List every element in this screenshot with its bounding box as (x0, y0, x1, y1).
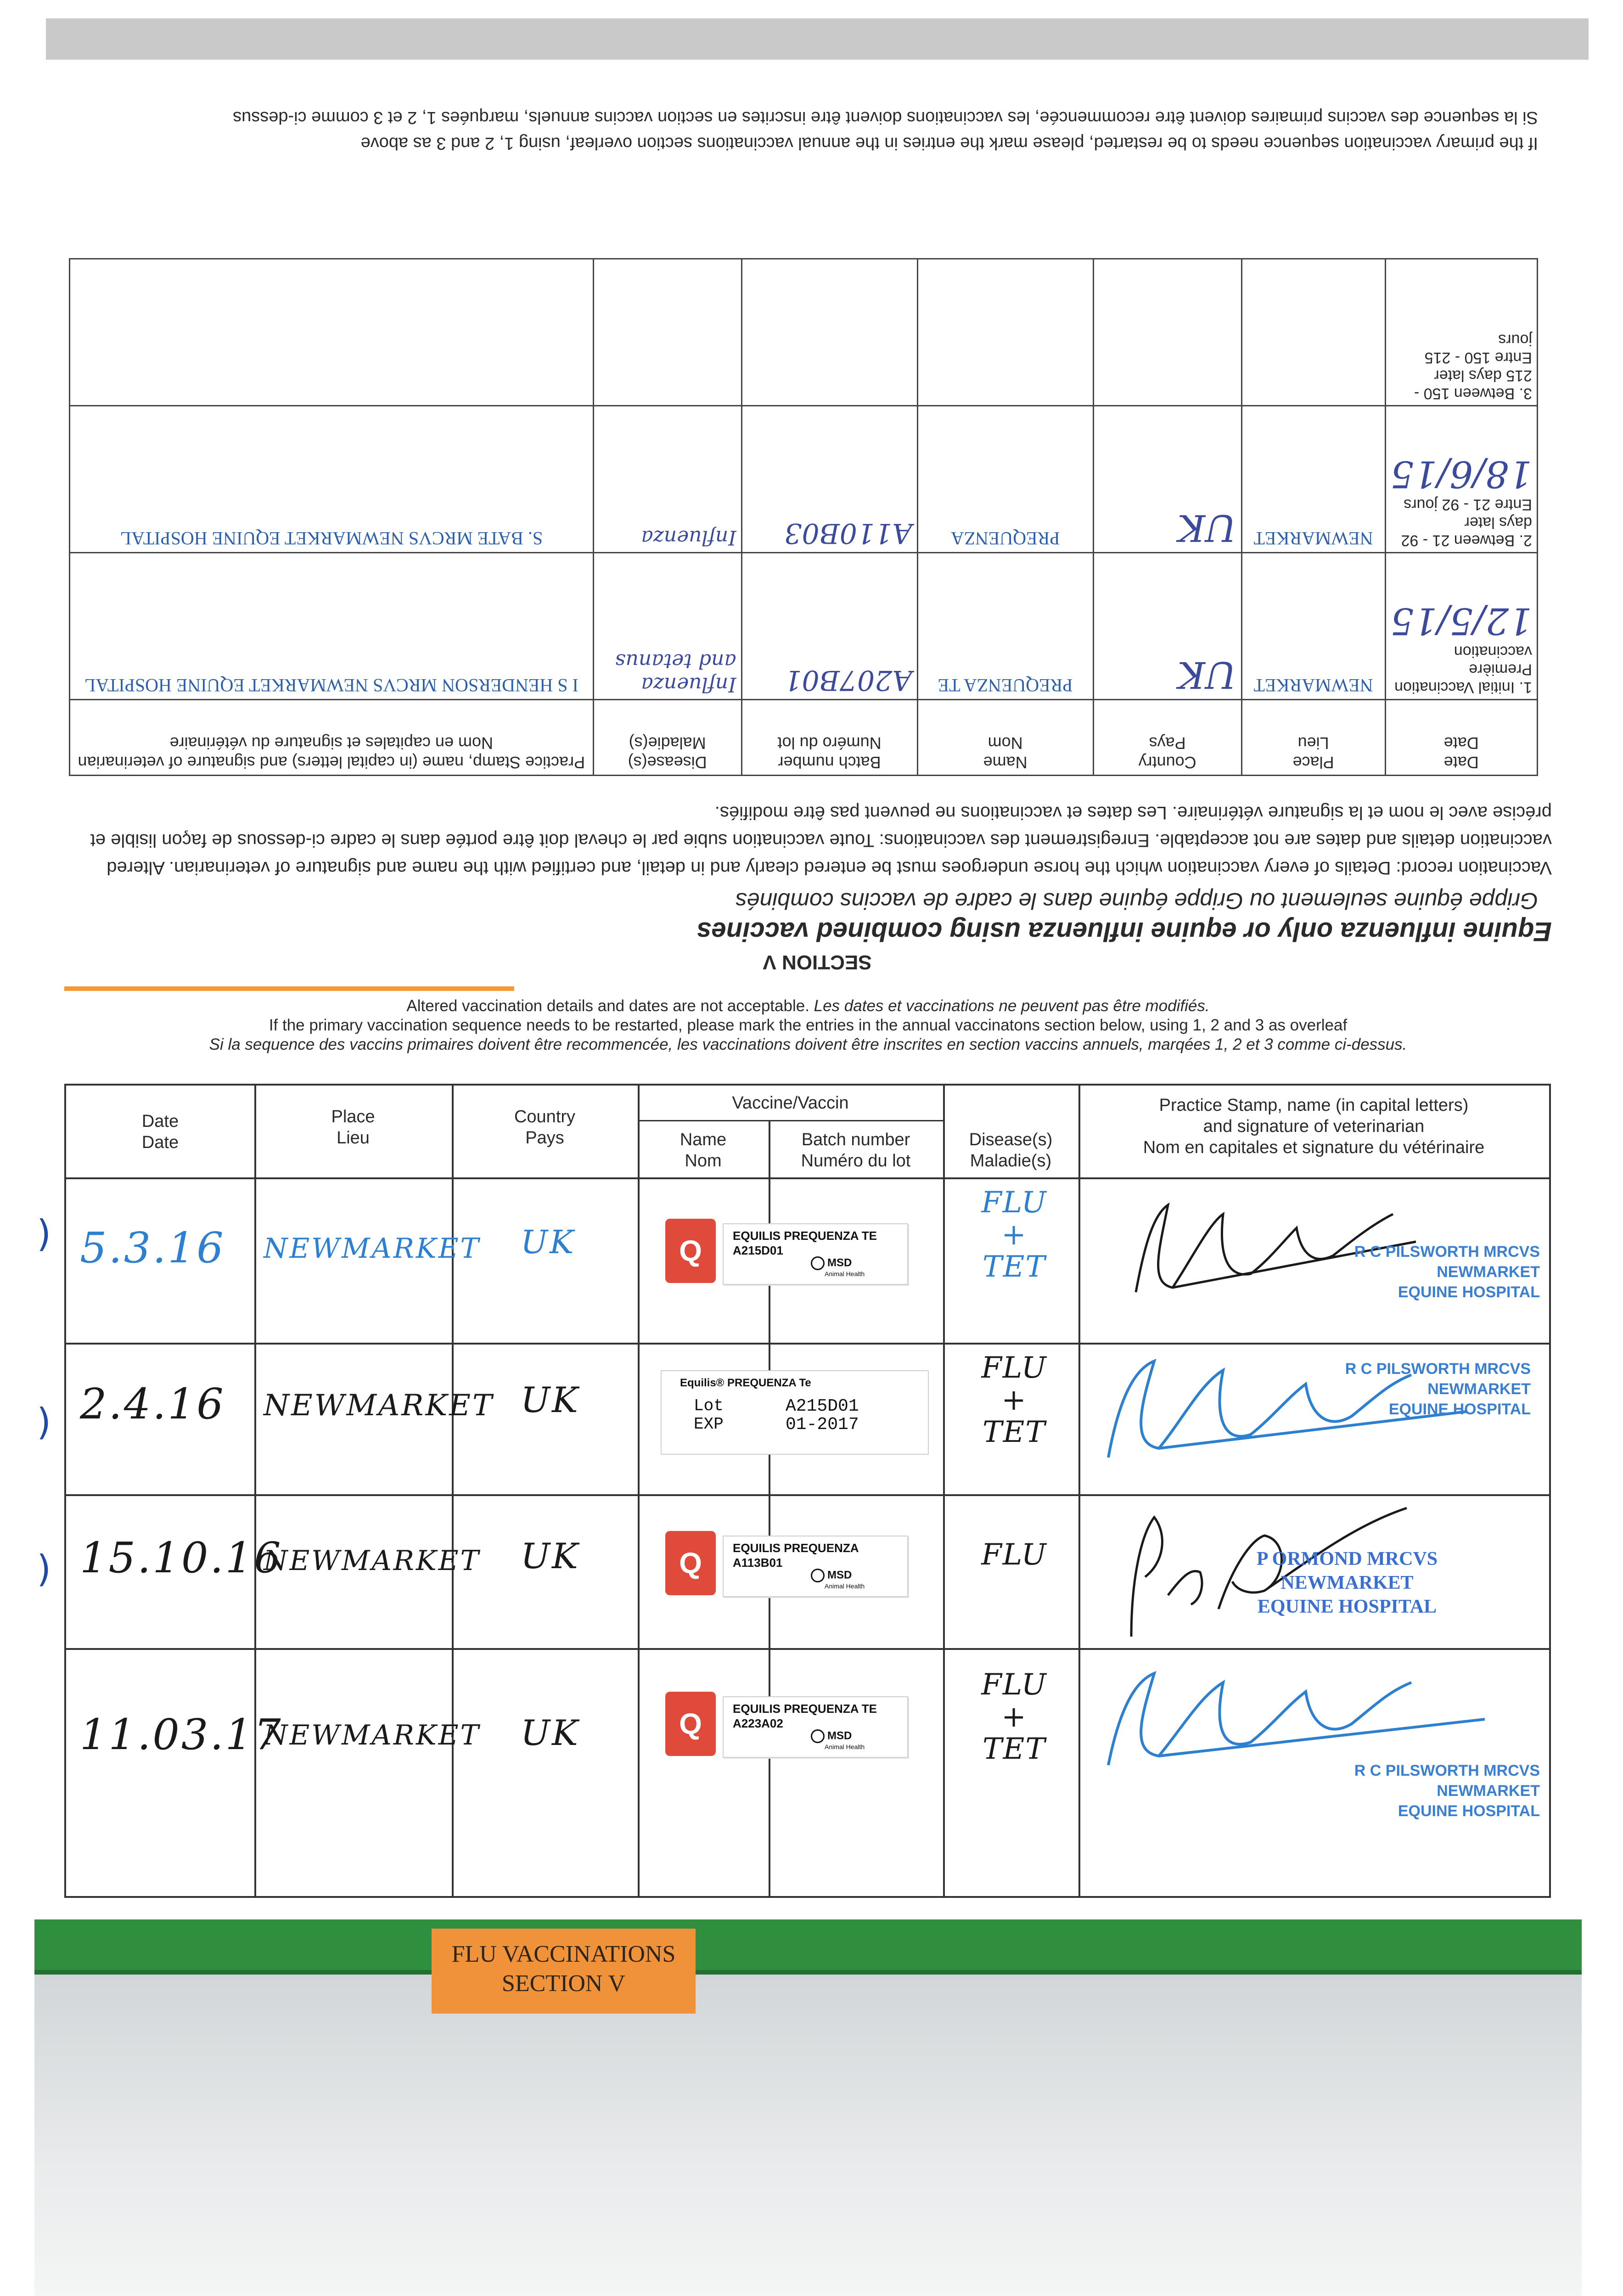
upper-title-en: Equine influenza only or equine influenza using combined vaccines (696, 917, 1552, 946)
col-divider (943, 1086, 945, 1896)
vaccine-subheader-line (638, 1120, 943, 1121)
header-disease: Disease(s) Maladie(s) (969, 1130, 1053, 1171)
upper-record-text: Vaccination record: Details of every vaccination which the horse undergoes must be entered clearly and in detail, and certified with the name and signature of veterinarian. Altered vaccination details and dates are not acceptable. Enregistrement des vaccinations: Toute vaccination subie par le cheval doit être portée dans le cadre ci-dessous de façon lisible et précise avec le nom et la signature vétérinaire. Les dates et vaccinations ne peuvent pas être modifiés. (90, 803, 1552, 878)
upper-row-place: NEWMARKET (1241, 406, 1385, 553)
upper-row-2 (70, 406, 1538, 553)
upper-header-disease: Disease(s) Maladie(s) (593, 700, 741, 776)
row1-vaccine-label (723, 1223, 908, 1285)
row1-date: 5.3.16 (80, 1223, 225, 1272)
header-place: Place Lieu (331, 1107, 375, 1148)
upper-heading (83, 888, 1552, 974)
row3-label-product: EQUILIS PREQUENZA (733, 1541, 859, 1555)
row2-label-product: Equilis® PREQUENZA Te (680, 1377, 811, 1389)
upper-page-content (46, 60, 1589, 992)
section-box-line2: SECTION V (501, 1970, 626, 1997)
upper-row-1 (70, 553, 1538, 700)
col-divider (638, 1086, 640, 1896)
row3-label-batch: A113B01 (733, 1556, 783, 1570)
row4-place: NEWMARKET (264, 1719, 481, 1751)
top-grey-band (46, 18, 1589, 60)
row4-country: UK (521, 1712, 580, 1753)
upper-page-rotated (46, 60, 1589, 992)
row2-place: NEWMARKET (264, 1389, 494, 1423)
upper-row-disease: Influenza (593, 406, 741, 553)
row3-place: NEWMARKET (264, 1545, 481, 1577)
row2-lot-value: A215D01 (786, 1396, 859, 1416)
binder-mark-icon: ) (37, 1212, 51, 1255)
row2-lot-label: Lot (694, 1396, 724, 1415)
upper-footer: If the primary vaccination sequence needs to be restarted, please mark the entries in the annual vaccinations section overleaf, using 1, 2 and 3 as above Si la sequence des vaccins primaires doivent être recommencée, les vaccinations doivent être inscrites en section vaccins annuels, marquées 1, 2 et 3 comme ci-dessus (233, 108, 1538, 153)
row3-stamp: P ORMOND MRCVS NEWMARKET EQUINE HOSPITAL (1256, 1548, 1438, 1617)
upper-header-stamp: Practice Stamp, name (in capital letters) and signature of veterinarian Nom en capitales et signature du vétérinaire (70, 700, 594, 776)
col-divider (1078, 1086, 1080, 1896)
upper-section-title: SECTION V (763, 951, 872, 974)
upper-row-country: UK (1093, 553, 1241, 700)
upper-row-country: UK (1093, 406, 1241, 553)
col-divider (452, 1086, 454, 1896)
notes-block (64, 996, 1552, 1054)
row1-disease: FLU + TET (981, 1186, 1047, 1284)
upper-row-batch (741, 259, 917, 406)
row3-country: UK (521, 1536, 580, 1576)
q-logo-icon: Q (665, 1692, 716, 1756)
upper-row-date: 1. Initial Vaccination Première vaccination 12/5/15 (1385, 553, 1537, 700)
row2-date: 2.4.16 (80, 1379, 225, 1429)
row4-disease: FLU + TET (981, 1668, 1047, 1766)
upper-vaccination-table (69, 258, 1538, 776)
row2-exp-value: 01-2017 (786, 1415, 859, 1435)
row1-stamp: R C PILSWORTH MRCVS NEWMARKET EQUINE HOSPITAL (1354, 1243, 1540, 1301)
upper-row-stamp: S. BATE MRCVS NEWMARKET EQUINE HOSPITAL (70, 406, 594, 553)
header-batch: Batch number Numéro du lot (801, 1130, 911, 1171)
upper-row-batch: A207B01 (741, 553, 917, 700)
upper-row-date: 3. Between 150 - 215 days later Entre 150 - 215 jours (1385, 259, 1537, 406)
upper-row-disease: Influenza and tetanus (593, 553, 741, 700)
q-logo-icon: Q (665, 1219, 716, 1283)
green-band-edge (34, 1970, 1582, 1975)
row2-vaccine-label (661, 1370, 929, 1455)
row2-stamp: R C PILSWORTH MRCVS NEWMARKET EQUINE HOSPITAL (1345, 1360, 1531, 1418)
col-divider (254, 1086, 256, 1896)
row2-country: UK (521, 1379, 580, 1420)
row2-disease: FLU + TET (981, 1351, 1047, 1449)
row4-label-batch: A223A02 (733, 1716, 783, 1730)
row3-disease: FLU (981, 1538, 1047, 1572)
row3-date: 15.10.16 (80, 1533, 283, 1582)
header-date: Date Date (141, 1112, 179, 1152)
row4-stamp: R C PILSWORTH MRCVS NEWMARKET EQUINE HOSPITAL (1354, 1762, 1540, 1820)
upper-row-name: PREQUENZA TE (917, 553, 1093, 700)
row2-exp-label: EXP (694, 1415, 724, 1434)
msd-logo-icon: MSD Animal Health (811, 1729, 865, 1750)
row1-label-batch: A215D01 (733, 1244, 783, 1257)
green-band (34, 1919, 1582, 1970)
binder-mark-icon: ) (37, 1401, 51, 1443)
bottom-grey-area (34, 1975, 1582, 2296)
upper-row-date: 2. Between 21 - 92 days later Entre 21 - 92 jours 18/6/15 (1385, 406, 1537, 553)
notes-line-1: Altered vaccination details and dates are not acceptable. Les dates et vaccinations ne peuvent pas être modifiés. (406, 997, 1210, 1015)
upper-header-place: Place Lieu (1241, 700, 1385, 776)
upper-row-stamp (70, 259, 594, 406)
upper-row-name (917, 259, 1093, 406)
upper-header-date: Date Date (1385, 700, 1537, 776)
row4-date: 11.03.17 (80, 1710, 283, 1759)
upper-row-place (1241, 259, 1385, 406)
binder-mark-icon: ) (37, 1548, 51, 1590)
header-name: Name Nom (680, 1130, 727, 1171)
row1-label-product: EQUILIS PREQUENZA TE (733, 1229, 877, 1243)
header-bottom-line (66, 1177, 1549, 1179)
orange-divider (64, 986, 514, 991)
notes-line-3: Si la sequence des vaccins primaires doivent être recommencée, les vaccinations doivent être inscrites en section vaccins annuels, marqées 1, 2 et 3 comme ci-dessus. (209, 1035, 1407, 1053)
upper-header-country: Country Pays (1093, 700, 1241, 776)
upper-row-stamp: I S HENDERSON MRCVS NEWMARKET EQUINE HOSPITAL (70, 553, 594, 700)
annual-vaccination-table (64, 1084, 1551, 1898)
row-divider (66, 1494, 1549, 1496)
header-country: Country Pays (514, 1107, 576, 1148)
row4-label-product: EQUILIS PREQUENZA TE (733, 1702, 877, 1716)
upper-row-batch: A110B03 (741, 406, 917, 553)
upper-row-name: PREQUENZA (917, 406, 1093, 553)
header-vaccine: Vaccine/Vaccin (732, 1093, 849, 1113)
msd-logo-icon: MSD Animal Health (811, 1569, 865, 1590)
row4-vaccine-label (723, 1696, 908, 1758)
upper-title-fr: Grippe équine seulement ou Grippe équine dans le cadre de vaccins combinés (735, 888, 1538, 914)
upper-row-disease (593, 259, 741, 406)
header-stamp: Practice Stamp, name (in capital letters) and signature of veterinarian Nom en capitales et signature du vétérinaire (1143, 1096, 1485, 1157)
row1-place: NEWMARKET (264, 1232, 481, 1265)
row3-vaccine-label (723, 1536, 908, 1597)
notes-line-2: If the primary vaccination sequence needs to be restarted, please mark the entries in the annual vaccinatons section below, using 1, 2 and 3 as overleaf (269, 1016, 1348, 1034)
row1-country: UK (521, 1223, 576, 1261)
upper-header-batch: Batch number Numéro du lot (741, 700, 917, 776)
section-box-line1: FLU VACCINATIONS (451, 1941, 676, 1967)
upper-row-place: NEWMARKET (1241, 553, 1385, 700)
msd-logo-icon: MSD Animal Health (811, 1256, 865, 1277)
flu-vaccinations-section-box (432, 1929, 696, 2014)
upper-row-3 (70, 259, 1538, 406)
upper-row-country (1093, 259, 1241, 406)
upper-header-name: Name Nom (917, 700, 1093, 776)
q-logo-icon: Q (665, 1531, 716, 1595)
